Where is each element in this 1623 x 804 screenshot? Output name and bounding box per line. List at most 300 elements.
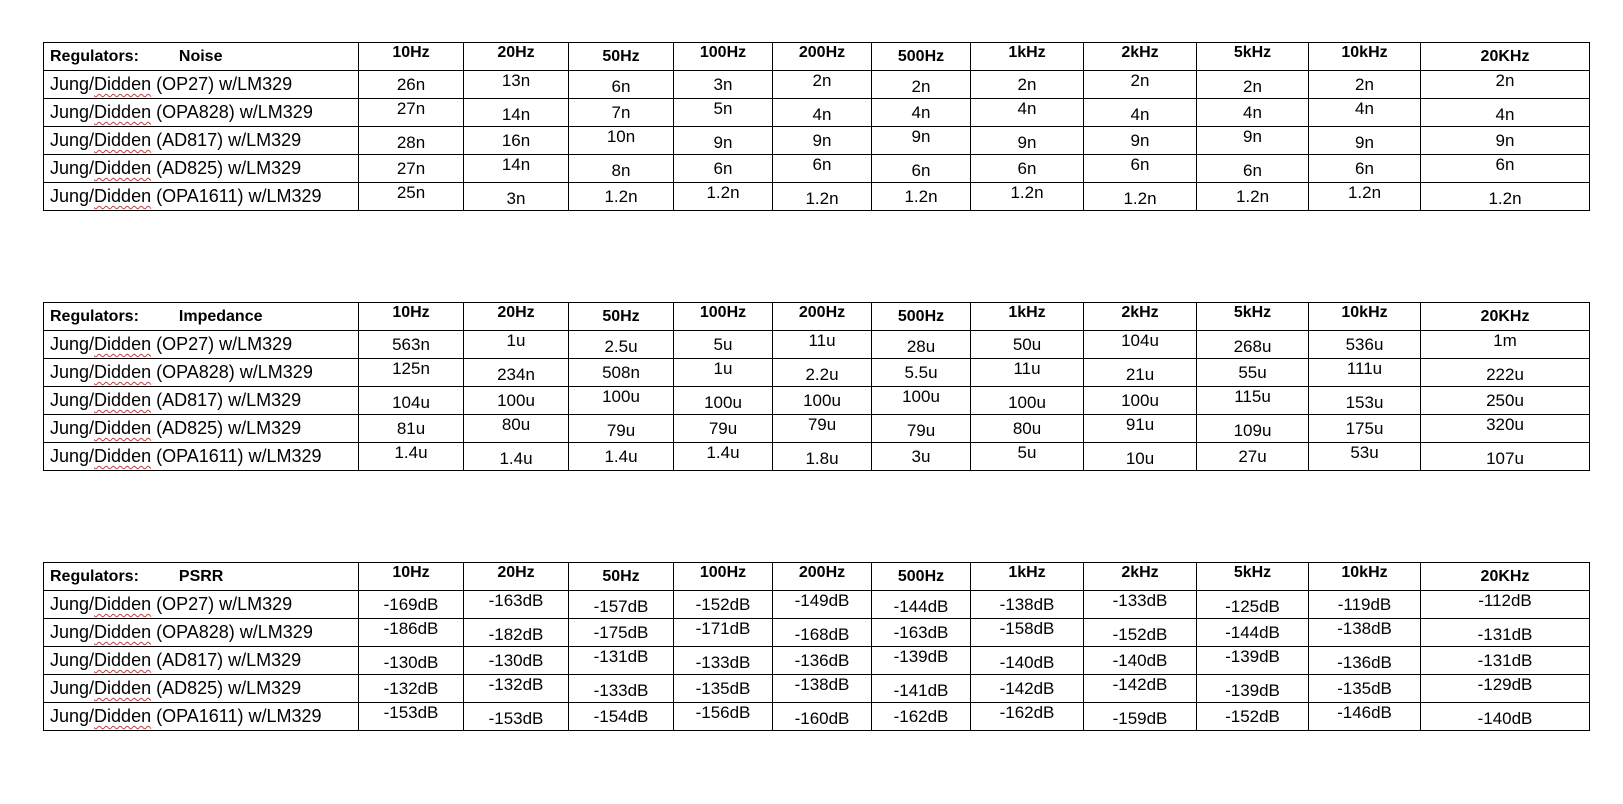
value-cell [1084, 415, 1197, 443]
value-text: 11u [808, 331, 836, 350]
frequency-header [773, 43, 872, 71]
value-text: 3n [713, 75, 733, 94]
value-text: -130dB [383, 653, 439, 672]
frequency-header-text: 10Hz [392, 44, 430, 61]
frequency-header [1309, 563, 1421, 591]
value-cell [872, 99, 971, 127]
value-text: 13n [501, 71, 531, 90]
table-row [44, 99, 1590, 127]
value-text: 10n [606, 127, 636, 146]
value-cell [569, 99, 674, 127]
value-text: 5n [713, 99, 733, 118]
value-cell [359, 619, 464, 647]
value-text: 1.4u [604, 447, 638, 466]
value-text: -152dB [695, 595, 751, 614]
value-text: 6n [911, 161, 931, 180]
row-label: Jung/Didden (AD817) w/LM329 [44, 647, 359, 675]
value-cell [971, 703, 1084, 731]
value-cell [971, 443, 1084, 471]
value-text: 1.2n [1347, 183, 1382, 202]
value-text: -162dB [999, 703, 1055, 722]
value-text: 222u [1486, 365, 1524, 384]
value-text: 81u [396, 419, 426, 438]
value-text: 5u [1017, 443, 1037, 462]
value-text: 4n [1017, 99, 1037, 118]
row-label: Jung/Didden (OPA828) w/LM329 [44, 359, 359, 387]
value-text: 55u [1238, 363, 1267, 382]
value-cell [1421, 675, 1590, 703]
value-text: 6n [812, 155, 832, 174]
value-text: 26n [396, 75, 426, 94]
row-label: Jung/Didden (OP27) w/LM329 [44, 591, 359, 619]
value-cell [359, 331, 464, 359]
value-text: 268u [1233, 337, 1272, 356]
value-text: 1.2n [805, 189, 839, 208]
frequency-header-text: 10kHz [1341, 564, 1388, 581]
value-text: 10u [1125, 449, 1155, 468]
value-text: -144dB [893, 597, 949, 616]
value-cell [872, 675, 971, 703]
value-text: -131dB [593, 647, 649, 666]
frequency-header [674, 43, 773, 71]
value-cell [872, 155, 971, 183]
frequency-header [971, 303, 1084, 331]
value-text: 25n [396, 183, 426, 202]
frequency-header [1084, 43, 1197, 71]
value-cell [464, 183, 569, 211]
row-label: Jung/Didden (AD825) w/LM329 [44, 675, 359, 703]
value-text: 1u [713, 359, 733, 378]
value-cell [1197, 415, 1309, 443]
value-text: 4n [1130, 105, 1150, 124]
value-cell [1421, 183, 1590, 211]
value-text: -133dB [695, 653, 751, 672]
value-cell [1421, 359, 1590, 387]
value-text: 4n [812, 105, 832, 124]
value-cell [1084, 155, 1197, 183]
frequency-header-text: 50Hz [602, 48, 640, 65]
frequency-header-text: 500Hz [897, 568, 945, 585]
frequency-header [872, 303, 971, 331]
value-cell [569, 647, 674, 675]
frequency-header [359, 303, 464, 331]
frequency-header-text: 5kHz [1233, 304, 1272, 321]
value-text: 1u [506, 331, 526, 350]
table-row [44, 591, 1590, 619]
value-text: 3n [506, 189, 526, 208]
value-text: -146dB [1337, 703, 1392, 722]
frequency-header [971, 43, 1084, 71]
value-text: 100u [803, 391, 841, 410]
value-cell [569, 155, 674, 183]
frequency-header-text: 2kHz [1121, 44, 1159, 61]
value-text: 1.8u [805, 449, 839, 468]
value-text: 2n [1130, 71, 1150, 90]
header-row [44, 563, 1590, 591]
frequency-header-text: 5kHz [1233, 564, 1272, 581]
frequency-header [569, 43, 674, 71]
value-cell [1197, 675, 1309, 703]
value-text: 79u [906, 421, 936, 440]
value-cell [872, 415, 971, 443]
row-label: Jung/Didden (OP27) w/LM329 [44, 71, 359, 99]
value-text: -112dB [1478, 591, 1532, 610]
value-cell [1084, 331, 1197, 359]
value-cell [872, 71, 971, 99]
frequency-header-text: 20Hz [497, 564, 535, 581]
value-cell [1421, 443, 1590, 471]
value-text: 1.2n [904, 187, 938, 206]
frequency-header-text: 200Hz [798, 304, 846, 321]
value-text: 2.2u [805, 365, 839, 384]
value-cell [971, 619, 1084, 647]
frequency-header-text: 2kHz [1121, 304, 1159, 321]
value-text: -157dB [593, 597, 649, 616]
value-cell [464, 591, 569, 619]
value-text: 6n [1017, 159, 1037, 178]
frequency-header-text: 1kHz [1008, 44, 1046, 61]
value-cell [1421, 71, 1590, 99]
value-cell [359, 183, 464, 211]
value-cell [1197, 155, 1309, 183]
value-cell [464, 99, 569, 127]
value-cell [1421, 591, 1590, 619]
value-text: 27n [396, 99, 426, 118]
value-text: 9n [1130, 131, 1150, 150]
frequency-header-text: 10kHz [1341, 44, 1388, 61]
value-cell [971, 591, 1084, 619]
value-text: 153u [1345, 393, 1384, 412]
value-cell [1421, 99, 1590, 127]
value-cell [1084, 387, 1197, 415]
value-cell [971, 387, 1084, 415]
value-text: 1.2n [1010, 183, 1044, 202]
value-text: -144dB [1225, 623, 1280, 642]
value-cell [1421, 331, 1590, 359]
frequency-header [872, 43, 971, 71]
value-cell [674, 415, 773, 443]
frequency-header [1309, 43, 1421, 71]
row-label: Jung/Didden (AD825) w/LM329 [44, 415, 359, 443]
value-cell [464, 387, 569, 415]
value-cell [1084, 359, 1197, 387]
frequency-header-text: 10kHz [1341, 304, 1388, 321]
value-text: 536u [1345, 335, 1384, 354]
value-cell [359, 71, 464, 99]
value-text: 4n [1355, 99, 1374, 118]
value-cell [569, 443, 674, 471]
value-cell [872, 331, 971, 359]
value-cell [359, 703, 464, 731]
value-cell [674, 647, 773, 675]
value-text: -160dB [794, 709, 850, 728]
value-text: 21u [1125, 365, 1155, 384]
row-label: Jung/Didden (OPA828) w/LM329 [44, 619, 359, 647]
frequency-header [569, 563, 674, 591]
value-text: 1.2n [1123, 189, 1157, 208]
frequency-header [1421, 303, 1590, 331]
value-cell [1421, 619, 1590, 647]
value-text: 27n [396, 159, 426, 178]
value-cell [464, 619, 569, 647]
value-text: 1m [1493, 331, 1517, 350]
row-label: Jung/Didden (OPA1611) w/LM329 [44, 183, 359, 211]
value-cell [1309, 331, 1421, 359]
value-cell [1309, 127, 1421, 155]
frequency-header [674, 563, 773, 591]
value-cell [569, 619, 674, 647]
frequency-header-text: 20KHz [1480, 568, 1530, 585]
value-text: 80u [1012, 419, 1042, 438]
value-text: -132dB [488, 675, 544, 694]
value-text: 6n [1130, 155, 1150, 174]
value-text: -154dB [593, 707, 649, 726]
value-cell [674, 71, 773, 99]
value-cell [773, 703, 872, 731]
value-cell [1084, 591, 1197, 619]
value-text: 100u [1008, 393, 1046, 412]
value-cell [773, 331, 872, 359]
value-cell [674, 443, 773, 471]
value-text: 100u [704, 393, 742, 412]
value-cell [1084, 619, 1197, 647]
value-cell [1084, 183, 1197, 211]
frequency-header [359, 563, 464, 591]
value-cell [971, 647, 1084, 675]
value-cell [1309, 387, 1421, 415]
value-cell [773, 675, 872, 703]
value-cell [1309, 703, 1421, 731]
frequency-header-text: 1kHz [1008, 304, 1046, 321]
frequency-header [872, 563, 971, 591]
table-row [44, 415, 1590, 443]
value-text: 9n [812, 131, 832, 150]
value-text: 175u [1345, 419, 1384, 438]
frequency-header [971, 563, 1084, 591]
value-cell [1197, 591, 1309, 619]
value-cell [1421, 387, 1590, 415]
frequency-header-text: 20KHz [1480, 308, 1530, 325]
value-cell [1197, 619, 1309, 647]
value-text: -129dB [1477, 675, 1533, 694]
value-text: 2n [1017, 75, 1037, 94]
table-title [44, 303, 359, 331]
value-cell [464, 415, 569, 443]
value-text: -130dB [488, 651, 544, 670]
frequency-header-text: 20Hz [497, 44, 535, 61]
value-cell [1309, 647, 1421, 675]
value-cell [971, 675, 1084, 703]
value-cell [773, 443, 872, 471]
value-text: 28u [906, 337, 936, 356]
value-text: 11u [1013, 359, 1041, 378]
value-cell [1309, 415, 1421, 443]
value-cell [1197, 443, 1309, 471]
value-text: -138dB [794, 675, 850, 694]
value-cell [1421, 703, 1590, 731]
value-text: -152dB [1225, 707, 1280, 726]
value-text: 320u [1486, 415, 1524, 434]
value-cell [872, 703, 971, 731]
value-text: -163dB [488, 591, 544, 610]
value-text: 80u [501, 415, 531, 434]
value-text: 53u [1350, 443, 1379, 462]
value-text: 107u [1486, 449, 1524, 468]
value-text: 125n [392, 359, 430, 378]
value-cell [674, 99, 773, 127]
frequency-header-text: 10Hz [392, 304, 430, 321]
value-cell [674, 619, 773, 647]
value-cell [1197, 71, 1309, 99]
value-text: -133dB [593, 681, 649, 700]
value-cell [1309, 359, 1421, 387]
value-text: 250u [1486, 391, 1524, 410]
table-row [44, 443, 1590, 471]
value-text: 14n [501, 105, 531, 124]
frequency-header-text: 100Hz [699, 44, 747, 61]
frequency-header-text: 500Hz [897, 48, 945, 65]
value-cell [674, 591, 773, 619]
value-cell [674, 331, 773, 359]
value-cell [1197, 127, 1309, 155]
value-cell [1309, 619, 1421, 647]
value-cell [359, 443, 464, 471]
value-cell [1309, 99, 1421, 127]
value-text: -136dB [1337, 653, 1392, 672]
value-cell [464, 675, 569, 703]
value-text: 9n [1017, 133, 1037, 152]
value-text: 1.4u [706, 443, 740, 462]
frequency-header [1421, 43, 1590, 71]
row-label: Jung/Didden (OPA1611) w/LM329 [44, 443, 359, 471]
frequency-header-text: 10Hz [392, 564, 430, 581]
frequency-header [1084, 303, 1197, 331]
table-title [44, 563, 359, 591]
value-text: -162dB [893, 707, 949, 726]
value-text: 2n [812, 71, 832, 90]
value-text: 7n [611, 103, 631, 122]
value-text: -152dB [1112, 625, 1168, 644]
row-label: Jung/Didden (OPA1611) w/LM329 [44, 703, 359, 731]
value-text: 1.2n [1488, 189, 1522, 208]
value-text: 8n [611, 161, 631, 180]
value-text: 6n [1243, 161, 1262, 180]
value-text: 9n [713, 133, 733, 152]
value-cell [971, 359, 1084, 387]
value-cell [569, 703, 674, 731]
frequency-header [1084, 563, 1197, 591]
value-cell [1197, 359, 1309, 387]
value-text: -186dB [383, 619, 439, 638]
value-cell [359, 387, 464, 415]
value-text: 2n [1355, 75, 1374, 94]
value-text: -133dB [1112, 591, 1168, 610]
value-text: 9n [1243, 127, 1262, 146]
value-cell [971, 127, 1084, 155]
value-cell [569, 359, 674, 387]
value-text: 9n [1495, 131, 1515, 150]
header-row [44, 43, 1590, 71]
value-cell [1421, 415, 1590, 443]
value-text: 14n [501, 155, 531, 174]
value-cell [569, 591, 674, 619]
frequency-header [359, 43, 464, 71]
value-cell [1084, 703, 1197, 731]
value-text: -149dB [794, 591, 850, 610]
frequency-header-text: 500Hz [897, 308, 945, 325]
value-text: 2.5u [604, 337, 638, 356]
value-cell [1197, 387, 1309, 415]
value-text: -138dB [999, 595, 1055, 614]
value-cell [359, 647, 464, 675]
value-cell [773, 359, 872, 387]
value-cell [872, 127, 971, 155]
value-cell [464, 127, 569, 155]
value-cell [464, 703, 569, 731]
value-cell [1084, 99, 1197, 127]
row-label: Jung/Didden (AD825) w/LM329 [44, 155, 359, 183]
frequency-header-text: 5kHz [1233, 44, 1272, 61]
value-cell [464, 443, 569, 471]
value-cell [464, 359, 569, 387]
value-text: -140dB [1477, 709, 1533, 728]
frequency-header [674, 303, 773, 331]
value-text: 1.4u [499, 449, 533, 468]
table-title-prefix: Regulators: [50, 48, 139, 65]
value-cell [464, 155, 569, 183]
value-cell [773, 71, 872, 99]
value-text: 79u [708, 419, 738, 438]
frequency-header [773, 563, 872, 591]
value-cell [872, 619, 971, 647]
psrr-table [43, 562, 1590, 731]
frequency-header [464, 563, 569, 591]
value-cell [1197, 331, 1309, 359]
value-cell [1084, 647, 1197, 675]
value-text: 27u [1238, 447, 1267, 466]
value-cell [773, 99, 872, 127]
value-text: 234n [497, 365, 535, 384]
frequency-header-text: 100Hz [699, 564, 747, 581]
value-text: -153dB [383, 703, 439, 722]
frequency-header-text: 100Hz [699, 304, 747, 321]
value-text: -169dB [383, 595, 439, 614]
value-text: 3u [911, 447, 931, 466]
value-cell [773, 127, 872, 155]
value-text: 508n [602, 363, 640, 382]
value-cell [773, 647, 872, 675]
value-text: -136dB [794, 651, 850, 670]
frequency-header-text: 200Hz [798, 564, 846, 581]
value-text: 1.2n [1235, 187, 1270, 206]
frequency-header [1197, 563, 1309, 591]
value-text: 4n [1495, 105, 1515, 124]
value-text: 100u [1121, 391, 1159, 410]
row-label: Jung/Didden (OP27) w/LM329 [44, 331, 359, 359]
value-text: 6n [611, 77, 631, 96]
value-text: -182dB [488, 625, 544, 644]
value-text: -153dB [488, 709, 544, 728]
value-text: -131dB [1477, 625, 1533, 644]
value-cell [872, 183, 971, 211]
table-row [44, 183, 1590, 211]
value-text: 100u [602, 387, 640, 406]
value-cell [1309, 443, 1421, 471]
value-cell [359, 675, 464, 703]
value-text: -168dB [794, 625, 850, 644]
value-cell [1197, 183, 1309, 211]
value-cell [359, 127, 464, 155]
